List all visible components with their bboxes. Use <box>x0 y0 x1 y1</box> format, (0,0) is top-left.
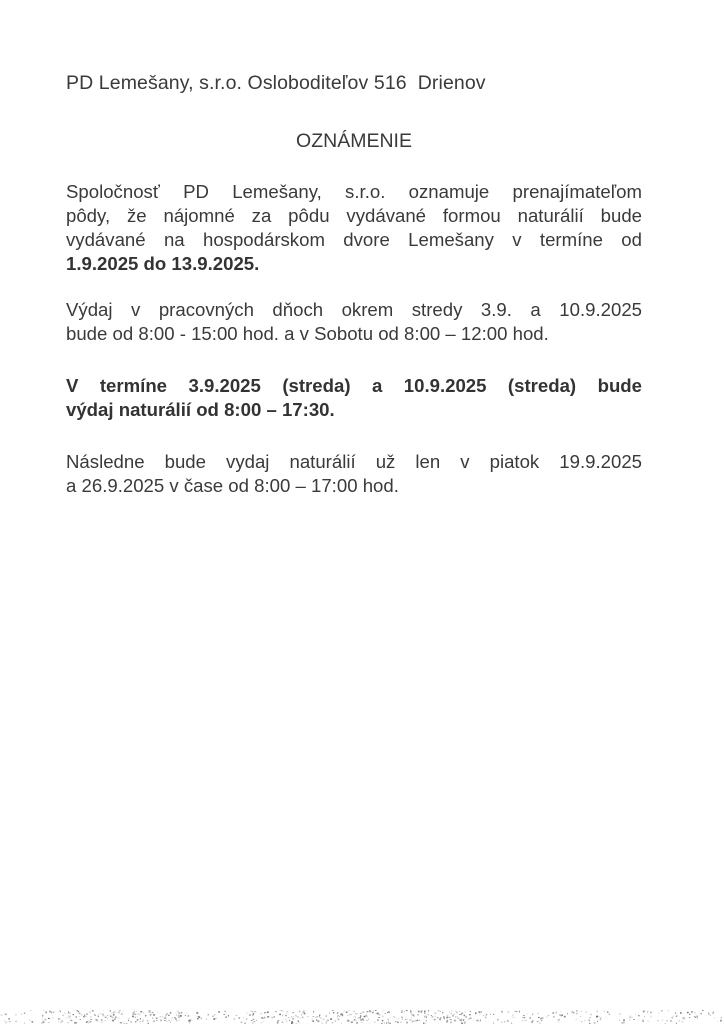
paragraph-wednesday-hours <box>66 374 642 422</box>
date-range-bold: 1.9.2025 do 13.9.2025. <box>66 253 260 274</box>
text-line: a 26.9.2025 v čase od 8:00 – 17:00 hod. <box>66 475 399 496</box>
text-line: Výdaj v pracovných dňoch okrem stredy 3.9. a 10.9.2025 <box>66 299 642 320</box>
text-line: Následne bude vydaj naturálií už len v piatok 19.9.2025 <box>66 451 642 472</box>
text-line: Spoločnosť PD Lemešany, s.r.o. oznamuje prenajímateľom <box>66 181 642 202</box>
paragraph-following-dates <box>66 450 642 498</box>
text-line: výdaj naturálií od 8:00 – 17:30. <box>66 399 335 420</box>
paragraph-rental-announcement <box>66 180 642 276</box>
document-title: OZNÁMENIE <box>296 130 412 152</box>
text-line: vydávané na hospodárskom dvore Lemešany v termíne od <box>66 229 642 250</box>
text-line: bude od 8:00 - 15:00 hod. a v Sobotu od 8:00 – 12:00 hod. <box>66 323 549 344</box>
paragraph-working-hours <box>66 298 642 346</box>
text-line: pôdy, že nájomné za pôdu vydávané formou naturálií bude <box>66 205 642 226</box>
company-address-header: PD Lemešany, s.r.o. Osloboditeľov 516 Drienov <box>66 72 486 94</box>
scanner-noise-strip <box>0 1002 724 1024</box>
text-line: V termíne 3.9.2025 (streda) a 10.9.2025 (streda) bude <box>66 375 642 396</box>
